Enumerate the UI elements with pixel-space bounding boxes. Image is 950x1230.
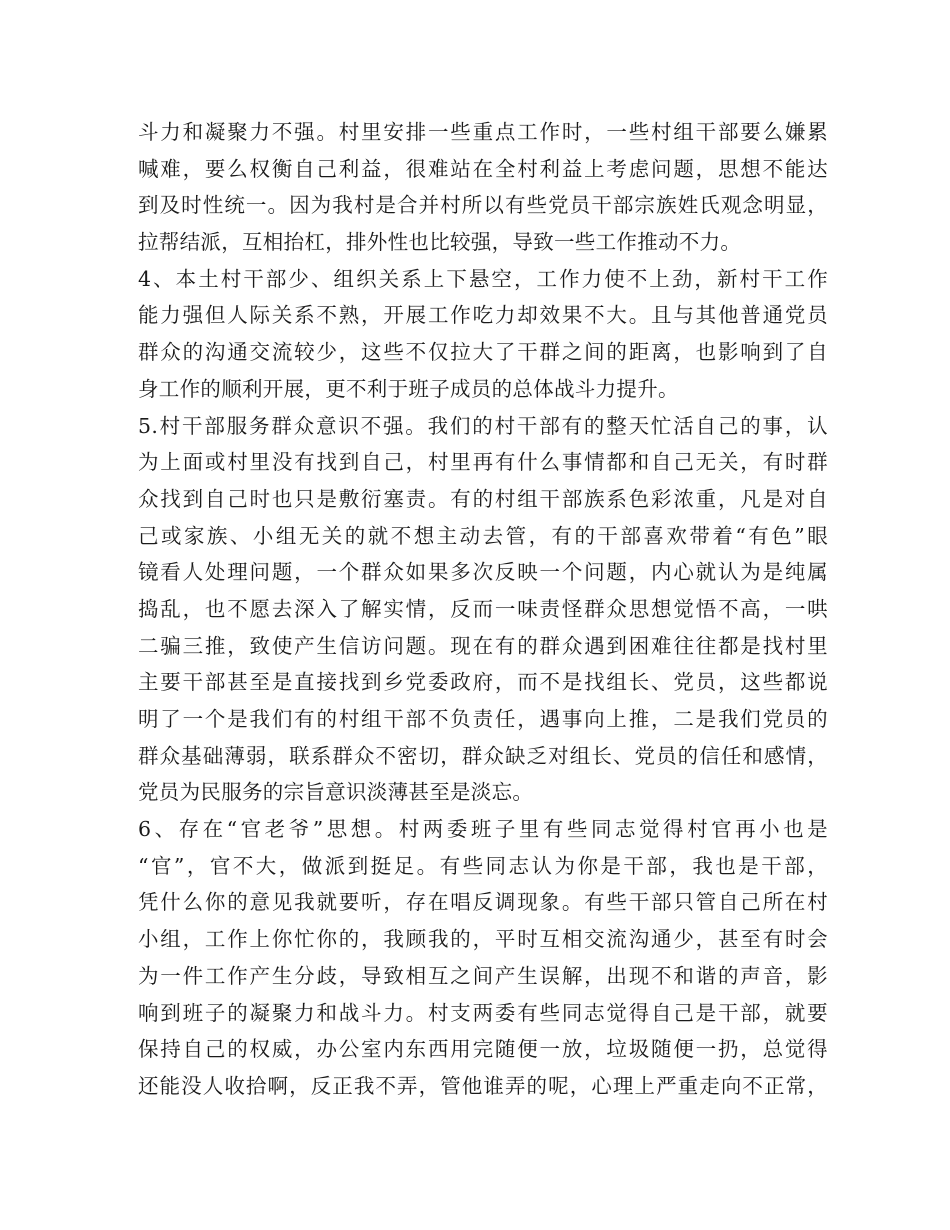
text-line: “官”，官不大，做派到挺足。有些同志认为你是干部，我也是干部， <box>138 853 828 878</box>
text-line: 拉帮结派，互相抬杠，排外性也比较强，导致一些工作推动不力。 <box>138 230 742 255</box>
text-line: 4、本土村干部少、组织关系上下悬空，工作力使不上劲，新村干工作 <box>138 266 828 291</box>
text-line: 还能没人收拾啊，反正我不弄，管他谁弄的呢，心理上严重走向不正常， <box>138 1073 828 1098</box>
text-line: 二骗三推，致使产生信访问题。现在有的群众遇到困难往往都是找村里 <box>138 633 828 658</box>
text-line: 斗力和凝聚力不强。村里安排一些重点工作时，一些村组干部要么嫌累 <box>138 120 828 144</box>
text-line: 5.村干部服务群众意识不强。我们的村干部有的整天忙活自己的事，认 <box>138 413 828 438</box>
text-line: 为上面或村里没有找到自己，村里再有什么事情都和自己无关，有时群 <box>138 450 828 475</box>
text-line: 主要干部甚至是直接找到乡党委政府，而不是找组长、党员，这些都说 <box>138 670 828 695</box>
text-line: 明了一个是我们有的村组干部不负责任，遇事向上推，二是我们党员的 <box>138 707 828 731</box>
text-line: 群众的沟通交流较少，这些不仅拉大了干群之间的距离，也影响到了自 <box>138 340 828 365</box>
text-line: 响到班子的凝聚力和战斗力。村支两委有些同志觉得自己是干部，就要 <box>138 1000 828 1025</box>
text-line: 镜看人处理问题，一个群众如果多次反映一个问题，内心就认为是纯属 <box>138 560 828 585</box>
text-line: 喊难，要么权衡自己利益，很难站在全村利益上考虑问题，思想不能达 <box>138 156 828 181</box>
text-line: 凭什么你的意见我就要听，存在唱反调现象。有些干部只管自己所在村 <box>138 890 828 915</box>
text-line: 6、存在“官老爷”思想。村两委班子里有些同志觉得村官再小也是 <box>138 817 828 842</box>
text-line: 小组，工作上你忙你的，我顾我的，平时互相交流沟通少，甚至有时会 <box>138 927 828 952</box>
text-line: 党员为民服务的宗旨意识淡薄甚至是淡忘。 <box>138 780 534 805</box>
text-line: 身工作的顺利开展，更不利于班子成员的总体战斗力提升。 <box>138 376 679 401</box>
document-body <box>138 114 828 1105</box>
text-line: 为一件工作产生分歧，导致相互之间产生误解，出现不和谐的声音，影 <box>138 963 828 988</box>
text-line: 己或家族、小组无关的就不想主动去管，有的干部喜欢带着“有色”眼 <box>138 523 828 548</box>
text-line: 众找到自己时也只是敷衍塞责。有的村组干部族系色彩浓重，凡是对自 <box>138 486 828 511</box>
text-line: 群众基础薄弱，联系群众不密切，群众缺乏对组长、党员的信任和感情， <box>138 743 828 768</box>
text-line: 捣乱，也不愿去深入了解实情，反而一味责怪群众思想觉悟不高，一哄 <box>138 596 828 621</box>
text-line: 能力强但人际关系不熟，开展工作吃力却效果不大。且与其他普通党员 <box>138 303 828 328</box>
text-line: 到及时性统一。因为我村是合并村所以有些党员干部宗族姓氏观念明显， <box>138 193 828 218</box>
text-line: 保持自己的权威，办公室内东西用完随便一放，垃圾随便一扔，总觉得 <box>138 1037 828 1062</box>
